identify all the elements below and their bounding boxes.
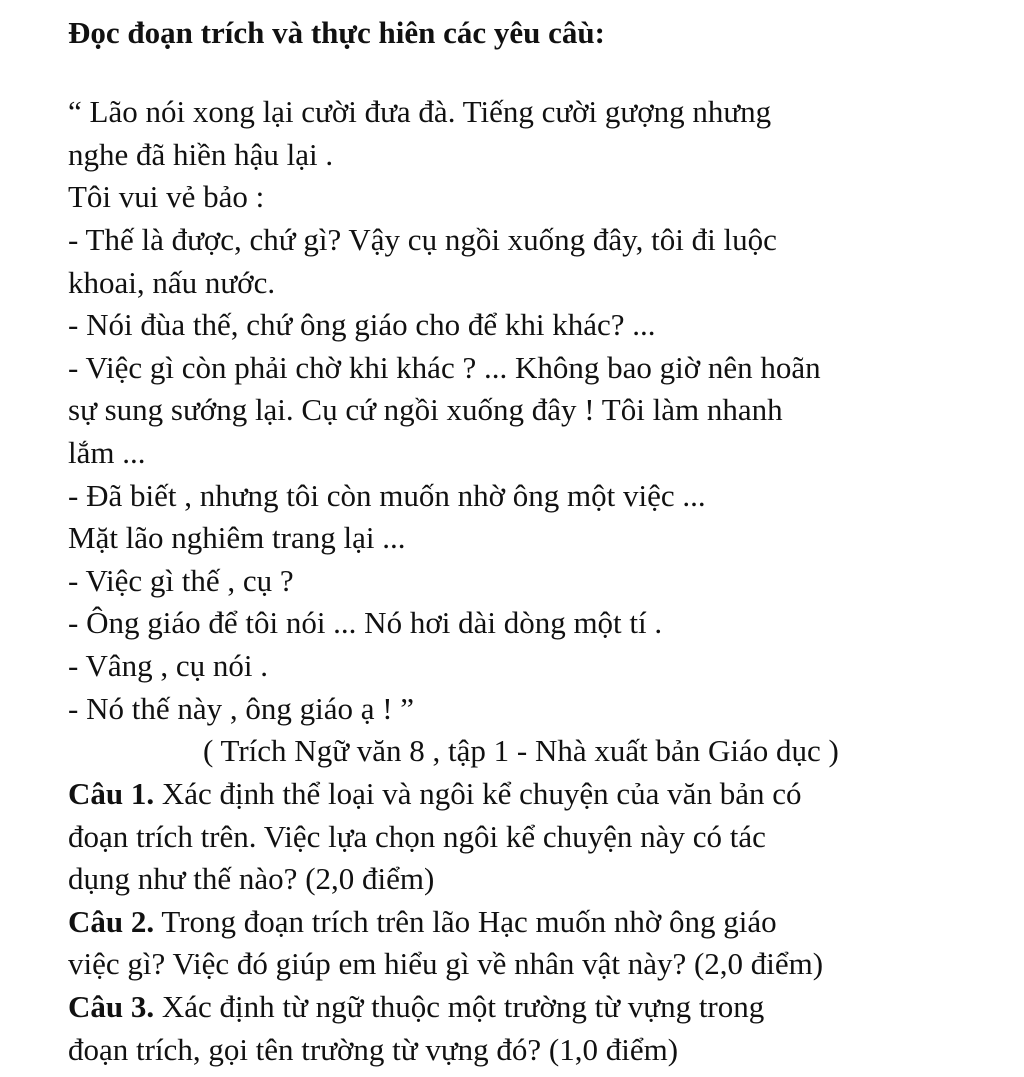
question-1-text: Xác định thể loại và ngôi kể chuyện của văn bản có <box>154 776 802 811</box>
passage-line-4: - Thế là được, chứ gì? Vậy cụ ngồi xuống đây, tôi đi luộc <box>68 222 777 257</box>
source-citation: ( Trích Ngữ văn 8 , tập 1 - Nhà xuất bản Giáo dục ) <box>203 733 839 768</box>
question-1-line-2: đoạn trích trên. Việc lựa chọn ngôi kể chuyện này có tác <box>68 819 766 854</box>
passage-line-13: - Ông giáo để tôi nói ... Nó hơi dài dòng một tí . <box>68 605 663 640</box>
question-1-line-1 <box>68 775 801 813</box>
question-2-line-2: việc gì? Việc đó giúp em hiểu gì về nhân vật này? (2,0 điểm) <box>68 946 824 981</box>
passage-line-10: - Đã biết , nhưng tôi còn muốn nhờ ông một việc ... <box>68 478 706 513</box>
question-1-label: Câu 1. <box>68 776 155 811</box>
passage-line-12: - Việc gì thế , cụ ? <box>68 563 294 598</box>
question-3-label: Câu 3. <box>68 989 155 1024</box>
document-title: Đọc đoạn trích và thực hiên các yêu câù: <box>68 15 605 50</box>
passage-line-7: - Việc gì còn phải chờ khi khác ? ... Không bao giờ nên hoãn <box>68 350 821 385</box>
passage-line-6: - Nói đùa thế, chứ ông giáo cho để khi khác? ... <box>68 307 656 342</box>
passage-line-8: sự sung sướng lại. Cụ cứ ngồi xuống đây ! Tôi làm nhanh <box>68 392 783 427</box>
passage-line-3: Tôi vui vẻ bảo : <box>68 179 265 214</box>
passage-line-2: nghe đã hiền hậu lại . <box>68 137 334 172</box>
passage-line-5: khoai, nấu nước. <box>68 265 276 300</box>
question-3-line-2: đoạn trích, gọi tên trường từ vựng đó? (1,0 điểm) <box>68 1032 679 1067</box>
passage-line-11: Mặt lão nghiêm trang lại ... <box>68 520 406 555</box>
question-2-label: Câu 2. <box>68 904 155 939</box>
question-2-text: Trong đoạn trích trên lão Hạc muốn nhờ ông giáo <box>154 904 777 939</box>
question-3-text: Xác định từ ngữ thuộc một trường từ vựng trong <box>154 989 765 1024</box>
passage-line-14: - Vâng , cụ nói . <box>68 648 269 683</box>
passage-line-15: - Nó thế này , ông giáo ạ ! ” <box>68 691 415 726</box>
question-2-line-1 <box>68 903 777 941</box>
question-3-line-1 <box>68 988 764 1026</box>
passage-line-1: “ Lão nói xong lại cười đưa đà. Tiếng cười gượng nhưng <box>68 94 772 129</box>
passage-line-9: lắm ... <box>68 435 146 470</box>
question-1-line-3: dụng như thế nào? (2,0 điểm) <box>68 861 435 896</box>
